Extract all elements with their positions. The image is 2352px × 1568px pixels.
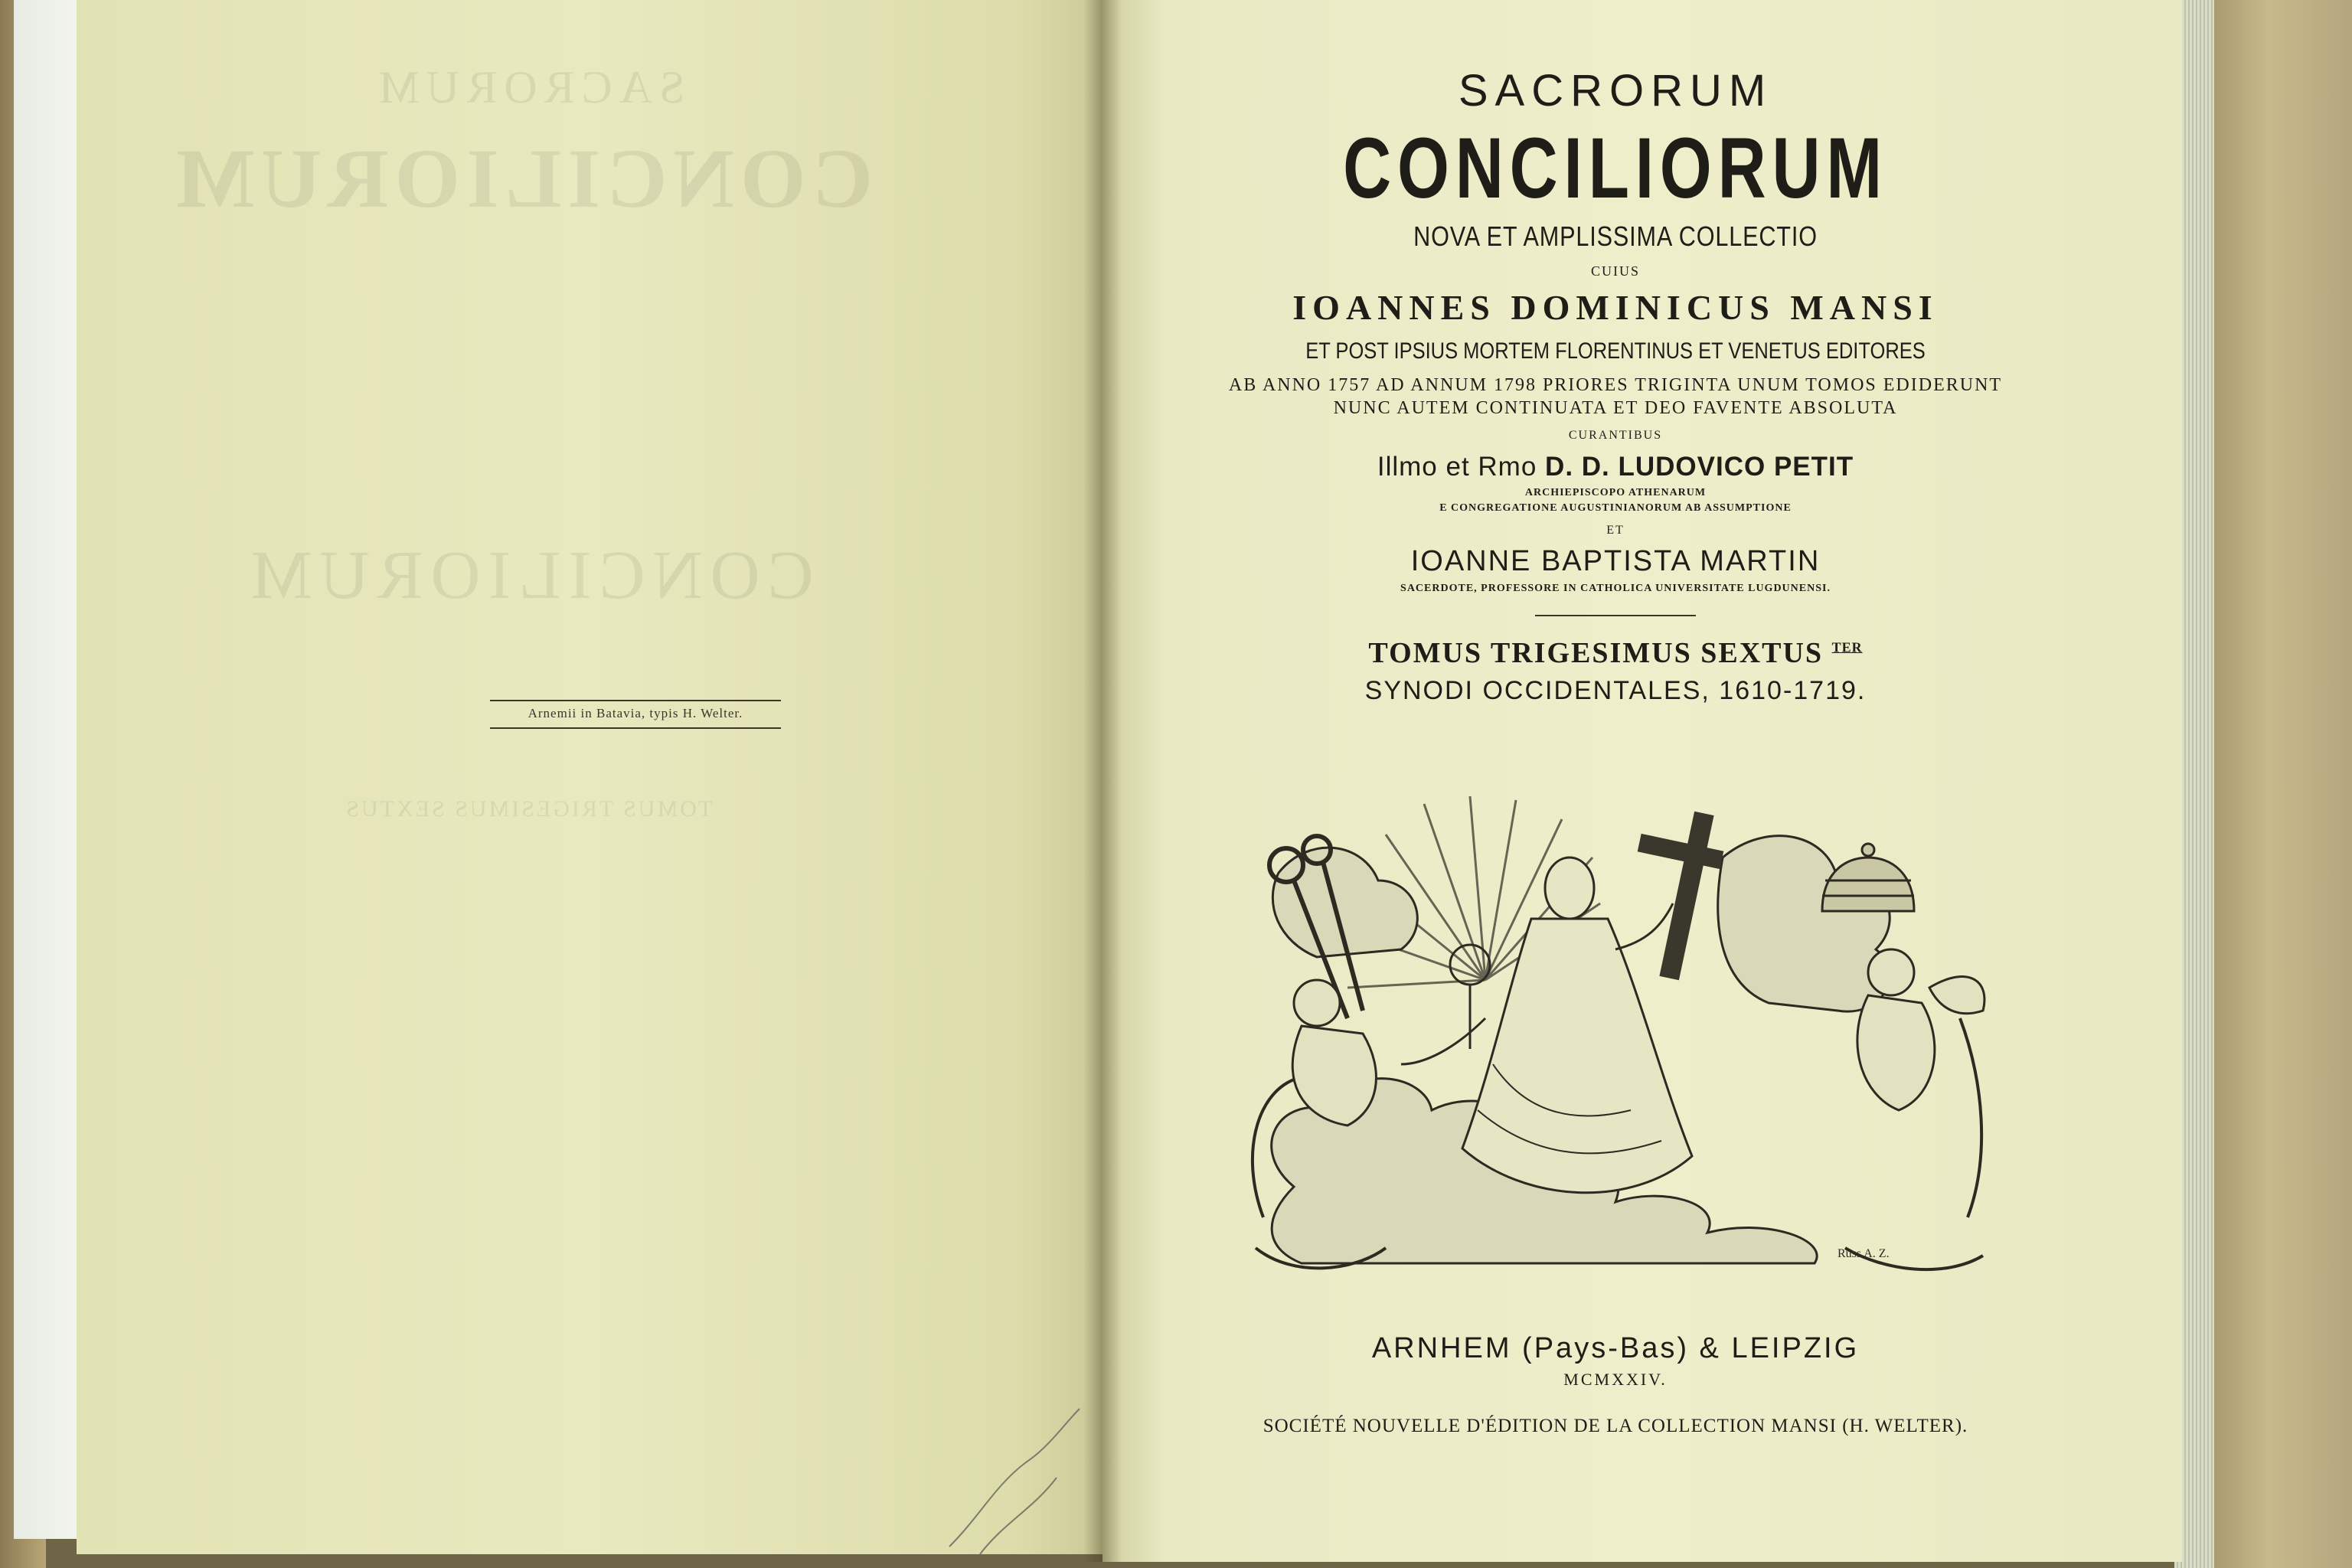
volume-suffix: TER: [1831, 639, 1863, 655]
history-line-2: NUNC AUTEM CONTINUATA ET DEO FAVENTE ABSOLUTA: [1333, 398, 1898, 418]
imprint-place: ARNHEM (Pays-Bas) & LEIPZIG: [1371, 1332, 1860, 1364]
ghost-line-1: SACRORUM: [371, 62, 685, 113]
book-cover-right: [2213, 0, 2352, 1568]
engraved-vignette: [1233, 789, 1998, 1279]
volume-line: [1194, 636, 2037, 670]
curantibus-line: CURANTIBUS: [1568, 429, 1663, 442]
cuius-line: CUIUS: [1590, 263, 1640, 279]
editor2-title: SACERDOTE, PROFESSORE IN CATHOLICA UNIVERSITATE LUGDUNENSI.: [1400, 583, 1831, 594]
editors-line: ET POST IPSIUS MORTEM FLORENTINUS ET VENETUS EDITORES: [1305, 338, 1926, 364]
cross-icon: [1638, 812, 1724, 981]
divider-rule: [1535, 615, 1696, 616]
editor1-name: D. D. LUDOVICO PETIT: [1545, 452, 1854, 482]
engraver-signature: Russ A. Z.: [1838, 1247, 1890, 1260]
editor2-name: IOANNE BAPTISTA MARTIN: [1410, 545, 1821, 577]
pencil-annotation: [934, 1393, 1110, 1562]
author-name: IOANNES DOMINICUS MANSI: [1292, 288, 1939, 327]
printer-imprint: [490, 700, 781, 729]
title-sacrorum: SACRORUM: [1458, 66, 1773, 116]
title-conciliorum: CONCILIORUM: [1343, 120, 1888, 216]
imprint-year: MCMXXIV.: [1563, 1370, 1668, 1389]
ghost-line-3: CONCILIORUM: [243, 537, 814, 613]
editor1-title-2: E CONGREGATIONE AUGUSTINIANORUM AB ASSUMPTIONE: [1439, 502, 1792, 514]
history-line-1: AB ANNO 1757 AD ANNUM 1798 PRIORES TRIGINTA UNUM TOMOS EDIDERUNT: [1228, 375, 2003, 395]
imprint-publisher: SOCIÉTÉ NOUVELLE D'ÉDITION DE LA COLLECTION MANSI (H. WELTER).: [1263, 1416, 1968, 1436]
ghost-line-2: CONCILIORUM: [168, 132, 873, 225]
subtitle-collectio: NOVA ET AMPLISSIMA COLLECTIO: [1413, 220, 1818, 252]
honorific: Illmo et Rmo: [1377, 452, 1537, 482]
title-block: [1194, 61, 2037, 706]
ghost-line-4: TOMUS TRIGESIMUS SEXTUS: [344, 796, 713, 822]
editor1-line: [1194, 452, 2037, 482]
tiara-icon: [1822, 844, 1914, 911]
printer-line: Arnemii in Batavia, typis H. Welter.: [528, 706, 743, 720]
volume-title: TOMUS TRIGESIMUS SEXTUS: [1368, 637, 1824, 669]
editor1-title-1: ARCHIEPISCOPO ATHENARUM: [1524, 487, 1707, 498]
cherub-left: [1292, 980, 1376, 1125]
show-through: [0, 0, 1102, 1554]
imprint-block: [1194, 1332, 2037, 1437]
volume-subtitle: SYNODI OCCIDENTALES, 1610-1719.: [1364, 676, 1867, 705]
et-line: ET: [1606, 524, 1625, 537]
